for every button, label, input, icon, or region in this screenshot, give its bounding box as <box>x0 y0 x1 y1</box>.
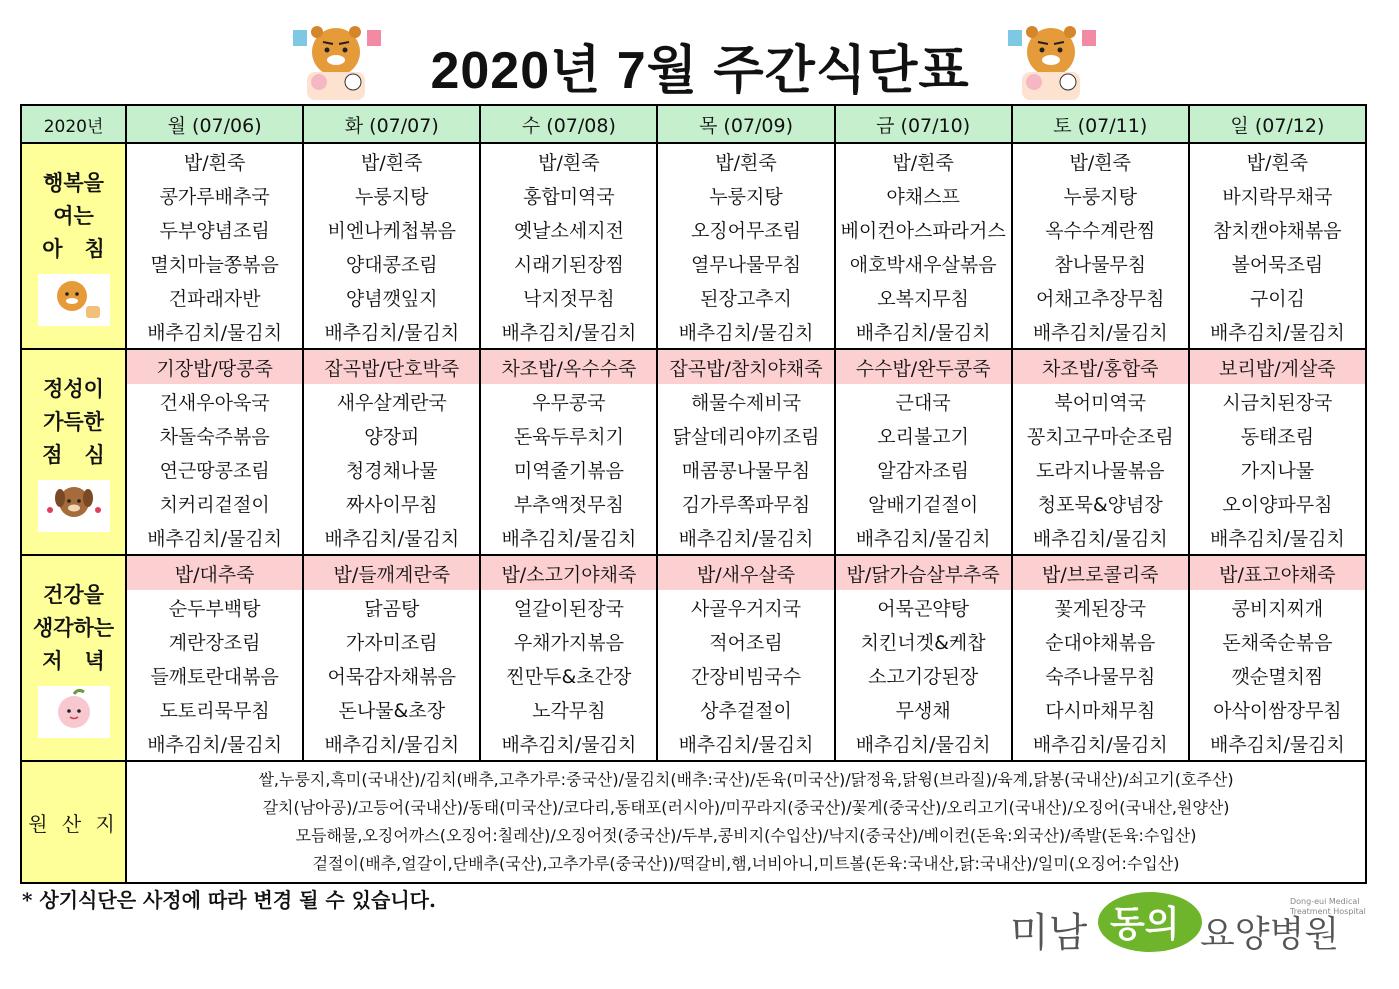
weekly-menu-table <box>20 104 1367 884</box>
dish-cell: 가자미조림 <box>303 624 480 658</box>
dish-cell: 배추김치/물김치 <box>480 520 657 555</box>
dish-cell: 김가루쪽파무침 <box>657 486 834 520</box>
dish-cell: 순두부백탕 <box>126 590 303 624</box>
dish-cell: 돈육두루치기 <box>480 418 657 452</box>
origin-line: 갈치(남아공)/고등어(국내산)/동태(미국산)/코다리,동태포(러시아)/미꾸라지(중국산)/꽃게(중국산)/오리고기(국내산)/오징어(국내산,원양산) <box>262 798 1230 817</box>
dish-cell: 어묵곤약탕 <box>835 590 1012 624</box>
day-header: 월 (07/06) <box>126 105 303 143</box>
dish-cell: 밥/닭가슴살부추죽 <box>835 555 1012 590</box>
dish-cell: 청경채나물 <box>303 452 480 486</box>
logo-left-text: 미남 <box>1010 910 1088 956</box>
dish-cell: 배추김치/물김치 <box>126 726 303 761</box>
dish-cell: 차조밥/옥수수죽 <box>480 349 657 384</box>
day-header: 토 (07/11) <box>1012 105 1189 143</box>
dish-cell: 사골우거지국 <box>657 590 834 624</box>
dish-cell: 숙주나물무침 <box>1012 658 1189 692</box>
dish-cell: 적어조림 <box>657 624 834 658</box>
page-title: 2020년 7월 주간식단표 <box>430 42 970 100</box>
dish-cell: 밥/흰죽 <box>1012 143 1189 178</box>
logo-small-text: Dong-eui Medical <box>1290 897 1360 906</box>
dish-cell: 배추김치/물김치 <box>657 520 834 555</box>
menu-row <box>21 314 1366 349</box>
dish-cell: 밥/흰죽 <box>126 143 303 178</box>
dish-cell: 닭살데리야끼조림 <box>657 418 834 452</box>
dish-cell: 배추김치/물김치 <box>657 726 834 761</box>
dish-cell: 미역줄기볶음 <box>480 452 657 486</box>
dish-cell: 콩비지찌개 <box>1189 590 1366 624</box>
dish-cell: 참나물무침 <box>1012 246 1189 280</box>
dish-cell: 치커리겉절이 <box>126 486 303 520</box>
menu-row <box>21 246 1366 280</box>
dish-cell: 오징어무조림 <box>657 212 834 246</box>
meal-label-line: 정성이 <box>43 376 104 401</box>
peach-sticker-icon <box>38 686 110 738</box>
dish-cell: 배추김치/물김치 <box>1012 520 1189 555</box>
day-header: 수 (07/08) <box>480 105 657 143</box>
dish-cell: 밥/흰죽 <box>835 143 1012 178</box>
dish-cell: 열무나물무침 <box>657 246 834 280</box>
dish-cell: 건새우아욱국 <box>126 384 303 418</box>
dish-cell: 배추김치/물김치 <box>1012 726 1189 761</box>
dish-cell: 닭곰탕 <box>303 590 480 624</box>
dish-cell: 동태조림 <box>1189 418 1366 452</box>
origin-line: 겉절이(배추,얼갈이,단배추(국산),고추가루(중국산))/떡갈비,햄,너비아니,미트볼(돈육:국내산,닭:국내산)/일미(오징어:수입산) <box>312 854 1180 873</box>
logo-right-text: 요양병원 <box>1200 914 1340 955</box>
dish-cell: 밥/새우살죽 <box>657 555 834 590</box>
dish-cell: 도라지나물볶음 <box>1012 452 1189 486</box>
dish-cell: 해물수제비국 <box>657 384 834 418</box>
menu-row <box>21 590 1366 624</box>
dish-cell: 멸치마늘쫑볶음 <box>126 246 303 280</box>
dish-cell: 배추김치/물김치 <box>126 314 303 349</box>
dish-cell: 근대국 <box>835 384 1012 418</box>
dish-cell: 밥/브로콜리죽 <box>1012 555 1189 590</box>
change-notice: * 상기식단은 사정에 따라 변경 될 수 있습니다. <box>22 888 436 912</box>
menu-row <box>21 212 1366 246</box>
dish-cell: 들깨토란대볶음 <box>126 658 303 692</box>
dish-cell: 북어미역국 <box>1012 384 1189 418</box>
day-header: 화 (07/07) <box>303 105 480 143</box>
dish-cell: 돈채죽순볶음 <box>1189 624 1366 658</box>
dish-cell: 차돌숙주볶음 <box>126 418 303 452</box>
dish-cell: 배추김치/물김치 <box>835 726 1012 761</box>
dish-cell: 배추김치/물김치 <box>835 520 1012 555</box>
dish-cell: 밥/표고야채죽 <box>1189 555 1366 590</box>
meal-label <box>21 349 126 555</box>
menu-row <box>21 452 1366 486</box>
dish-cell: 우채가지볶음 <box>480 624 657 658</box>
meal-label <box>21 555 126 761</box>
meal-label-line: 가득한 <box>43 409 104 434</box>
dish-cell: 배추김치/물김치 <box>480 314 657 349</box>
meal-label-line: 행복을 <box>43 170 104 195</box>
dish-cell: 청포묵&양념장 <box>1012 486 1189 520</box>
dish-cell: 배추김치/물김치 <box>657 314 834 349</box>
dish-cell: 양대콩조림 <box>303 246 480 280</box>
hospital-logo <box>1000 890 1370 962</box>
header-row <box>21 105 1366 143</box>
dish-cell: 배추김치/물김치 <box>303 314 480 349</box>
meal-label-line: 건강을 <box>43 582 104 607</box>
dish-cell: 배추김치/물김치 <box>1012 314 1189 349</box>
dish-cell: 비엔나케첩볶음 <box>303 212 480 246</box>
dish-cell: 순대야채볶음 <box>1012 624 1189 658</box>
dish-cell: 누룽지탕 <box>303 178 480 212</box>
menu-row <box>21 418 1366 452</box>
dish-cell: 밥/흰죽 <box>480 143 657 178</box>
origin-row <box>21 761 1366 883</box>
menu-row <box>21 486 1366 520</box>
menu-row <box>21 726 1366 761</box>
dish-cell: 옥수수계란찜 <box>1012 212 1189 246</box>
dish-cell: 도토리묵무침 <box>126 692 303 726</box>
meal-label-line: 저 녁 <box>42 648 105 673</box>
logo-small-text: Treatment Hospital <box>1290 907 1366 916</box>
dish-cell: 베이컨아스파라거스 <box>835 212 1012 246</box>
menu-row <box>21 658 1366 692</box>
dish-cell: 밥/흰죽 <box>303 143 480 178</box>
dish-cell: 밥/흰죽 <box>1189 143 1366 178</box>
meal-label-line: 생각하는 <box>32 615 115 640</box>
dish-cell: 어묵감자채볶음 <box>303 658 480 692</box>
dish-cell: 소고기강된장 <box>835 658 1012 692</box>
meal-label-line: 점 심 <box>42 442 105 467</box>
dish-cell: 누룽지탕 <box>1012 178 1189 212</box>
origin-line: 쌀,누룽지,흑미(국내산)/김치(배추,고추가루:중국산)/물김치(배추:국산)/돈육(미국산)/닭정육,닭윙(브라질)/육계,닭봉(국내산)/쇠고기(호주산) <box>258 770 1234 789</box>
dish-cell: 짜사이무침 <box>303 486 480 520</box>
dish-cell: 간장비빔국수 <box>657 658 834 692</box>
meal-label-line: 여는 <box>53 203 94 228</box>
dish-cell: 콩가루배추국 <box>126 178 303 212</box>
dish-cell: 양념깻잎지 <box>303 280 480 314</box>
dish-cell: 시래기된장찜 <box>480 246 657 280</box>
day-header: 금 (07/10) <box>835 105 1012 143</box>
dish-cell: 수수밥/완두콩죽 <box>835 349 1012 384</box>
dish-cell: 바지락무채국 <box>1189 178 1366 212</box>
dish-cell: 가지나물 <box>1189 452 1366 486</box>
dish-cell: 배추김치/물김치 <box>126 520 303 555</box>
dish-cell: 부추액젓무침 <box>480 486 657 520</box>
menu-row <box>21 178 1366 212</box>
dish-cell: 치킨너겟&케찹 <box>835 624 1012 658</box>
meal-label-line: 아 침 <box>42 236 105 261</box>
dish-cell: 배추김치/물김치 <box>1189 314 1366 349</box>
dish-cell: 시금치된장국 <box>1189 384 1366 418</box>
dish-cell: 돈나물&초장 <box>303 692 480 726</box>
dish-cell: 아삭이쌈장무침 <box>1189 692 1366 726</box>
dish-cell: 오이양파무침 <box>1189 486 1366 520</box>
menu-row <box>21 280 1366 314</box>
meal-label <box>21 143 126 349</box>
dish-cell: 잡곡밥/참치야채죽 <box>657 349 834 384</box>
dish-cell: 잡곡밥/단호박죽 <box>303 349 480 384</box>
dish-cell: 애호박새우살볶음 <box>835 246 1012 280</box>
day-header: 목 (07/09) <box>657 105 834 143</box>
dish-cell: 볼어묵조림 <box>1189 246 1366 280</box>
dish-cell: 배추김치/물김치 <box>303 520 480 555</box>
dog-sticker-icon <box>38 480 110 532</box>
dish-cell: 밥/들깨계란죽 <box>303 555 480 590</box>
dish-cell: 배추김치/물김치 <box>835 314 1012 349</box>
dish-cell: 다시마채무침 <box>1012 692 1189 726</box>
dish-cell: 배추김치/물김치 <box>303 726 480 761</box>
dish-cell: 알감자조림 <box>835 452 1012 486</box>
dish-cell: 야채스프 <box>835 178 1012 212</box>
dish-cell: 밥/소고기야채죽 <box>480 555 657 590</box>
dish-cell: 새우살계란국 <box>303 384 480 418</box>
dish-cell: 기장밥/땅콩죽 <box>126 349 303 384</box>
dish-cell: 밥/흰죽 <box>657 143 834 178</box>
dish-cell: 낙지젓무침 <box>480 280 657 314</box>
dish-cell: 배추김치/물김치 <box>1189 520 1366 555</box>
menu-row <box>21 349 1366 384</box>
dish-cell: 연근땅콩조림 <box>126 452 303 486</box>
dish-cell: 얼갈이된장국 <box>480 590 657 624</box>
dish-cell: 배추김치/물김치 <box>1189 726 1366 761</box>
dish-cell: 양장피 <box>303 418 480 452</box>
origin-label: 원 산 지 <box>21 761 126 883</box>
lion-character-icon <box>287 22 385 104</box>
dish-cell: 상추겉절이 <box>657 692 834 726</box>
menu-row <box>21 384 1366 418</box>
menu-row <box>21 692 1366 726</box>
dish-cell: 배추김치/물김치 <box>480 726 657 761</box>
dish-cell: 우무콩국 <box>480 384 657 418</box>
dish-cell: 찐만두&초간장 <box>480 658 657 692</box>
dish-cell: 꽁치고구마순조림 <box>1012 418 1189 452</box>
dish-cell: 두부양념조림 <box>126 212 303 246</box>
title-area <box>0 14 1399 106</box>
menu-row <box>21 624 1366 658</box>
dish-cell: 깻순멸치찜 <box>1189 658 1366 692</box>
menu-row <box>21 555 1366 590</box>
origin-line: 모듬해물,오징어까스(오징어:칠레산)/오징어젓(중국산)/두부,콩비지(수입산)/낙지(중국산)/베이컨(돈육:외국산)/족발(돈육:수입산) <box>295 826 1197 845</box>
dish-cell: 계란장조림 <box>126 624 303 658</box>
day-header: 일 (07/12) <box>1189 105 1366 143</box>
dish-cell: 차조밥/홍합죽 <box>1012 349 1189 384</box>
menu-row <box>21 520 1366 555</box>
dish-cell: 된장고추지 <box>657 280 834 314</box>
dish-cell: 건파래자반 <box>126 280 303 314</box>
dish-cell: 오리불고기 <box>835 418 1012 452</box>
dish-cell: 참치캔야채볶음 <box>1189 212 1366 246</box>
year-header: 2020년 <box>21 105 126 143</box>
dish-cell: 노각무침 <box>480 692 657 726</box>
logo-center-text: 동의 <box>1110 904 1180 945</box>
dish-cell: 꽃게된장국 <box>1012 590 1189 624</box>
dish-cell: 어채고추장무침 <box>1012 280 1189 314</box>
dish-cell: 구이김 <box>1189 280 1366 314</box>
dish-cell: 무생채 <box>835 692 1012 726</box>
dish-cell: 매콤콩나물무침 <box>657 452 834 486</box>
dish-cell: 알배기겉절이 <box>835 486 1012 520</box>
lion-sticker-icon <box>38 274 110 326</box>
origin-text <box>126 761 1366 883</box>
menu-row <box>21 143 1366 178</box>
dish-cell: 오복지무침 <box>835 280 1012 314</box>
dish-cell: 밥/대추죽 <box>126 555 303 590</box>
meal-body <box>21 143 1366 761</box>
dish-cell: 홍합미역국 <box>480 178 657 212</box>
dish-cell: 옛날소세지전 <box>480 212 657 246</box>
dish-cell: 누룽지탕 <box>657 178 834 212</box>
lion-character-icon <box>1002 22 1100 104</box>
dish-cell: 보리밥/게살죽 <box>1189 349 1366 384</box>
